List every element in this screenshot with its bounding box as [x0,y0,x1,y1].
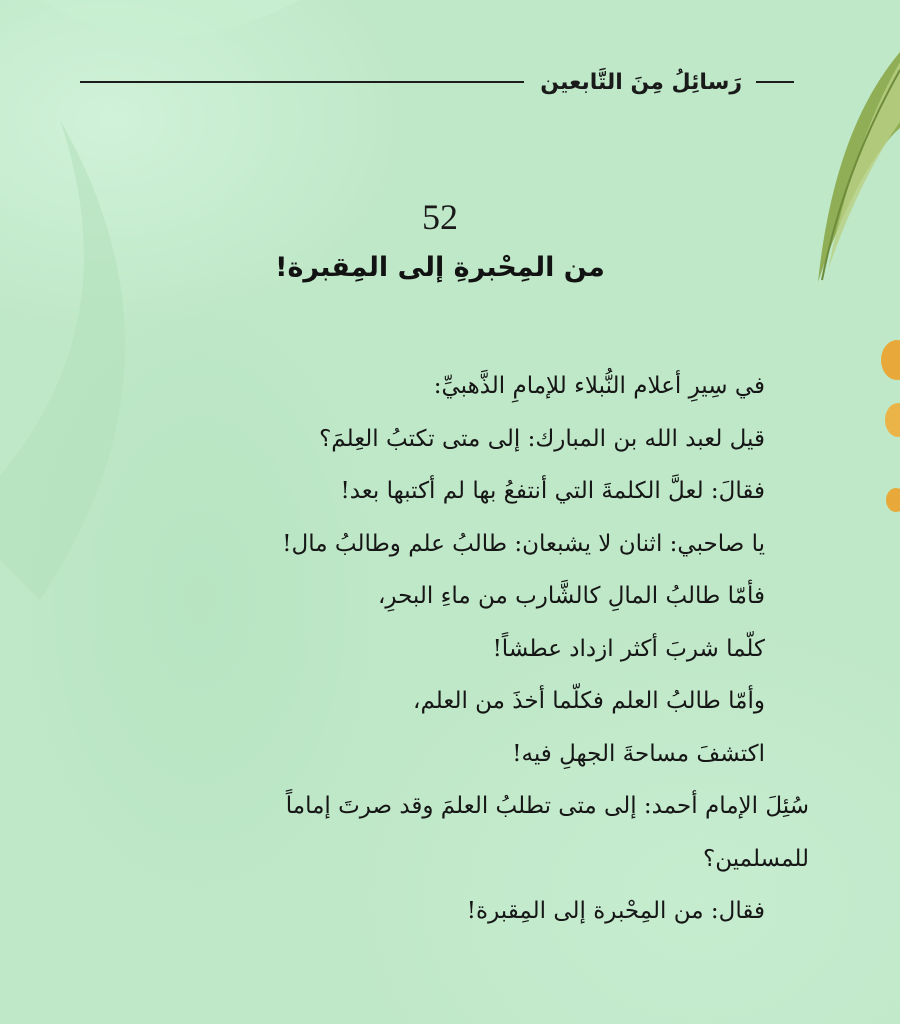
article-body [95,360,809,938]
body-line: يا صاحبي: اثنان لا يشبعان: طالبُ علم وطالبُ مال! [282,530,765,557]
article-title: من المِحْبرةِ إلى المِقبرة! [275,252,605,283]
body-line: اكتشفَ مساحةَ الجهلِ فيه! [512,740,765,767]
body-line: فقال: من المِحْبرة إلى المِقبرة! [466,898,765,924]
leaf-stem [822,70,900,280]
leaf-icon [828,62,900,270]
running-header [80,62,794,102]
background-leaf-shape [40,0,300,38]
flower-petal-icon [886,488,900,512]
body-line: قيل لعبد الله بن المبارك: إلى متى تكتبُ العِلمَ؟ [319,425,765,452]
body-line: فقالَ: لعلَّ الكلمةَ التي أنتفعُ بها لم أكتبها بعد! [340,478,765,504]
body-line: كلّما شربَ أكثر ازداد عطشاً! [492,635,765,662]
header-rule [80,81,524,83]
flower-petal-icon [881,340,900,380]
body-line: في سِيرِ أعلام النُّبلاء للإمامِ الذَّهبيِّ: [433,373,765,399]
body-line: وأمّا طالبُ العلم فكلّما أخذَ من العلم، [413,688,765,714]
header-title: رَسائِلُ مِنَ التَّابعين [540,69,742,95]
body-line: للمسلمين؟ [702,845,809,872]
body-line: سُئِلَ الإمام أحمد: إلى متى تطلبُ العلمَ وقد صرتَ إماماً [285,793,809,819]
header-dash [756,81,794,83]
leaf-icon [818,52,900,282]
article-number: 52 [422,197,458,237]
flower-petal-icon [885,403,900,437]
body-line: فأمّا طالبُ المالِ كالشَّارب من ماءِ البحرِ، [377,583,765,609]
